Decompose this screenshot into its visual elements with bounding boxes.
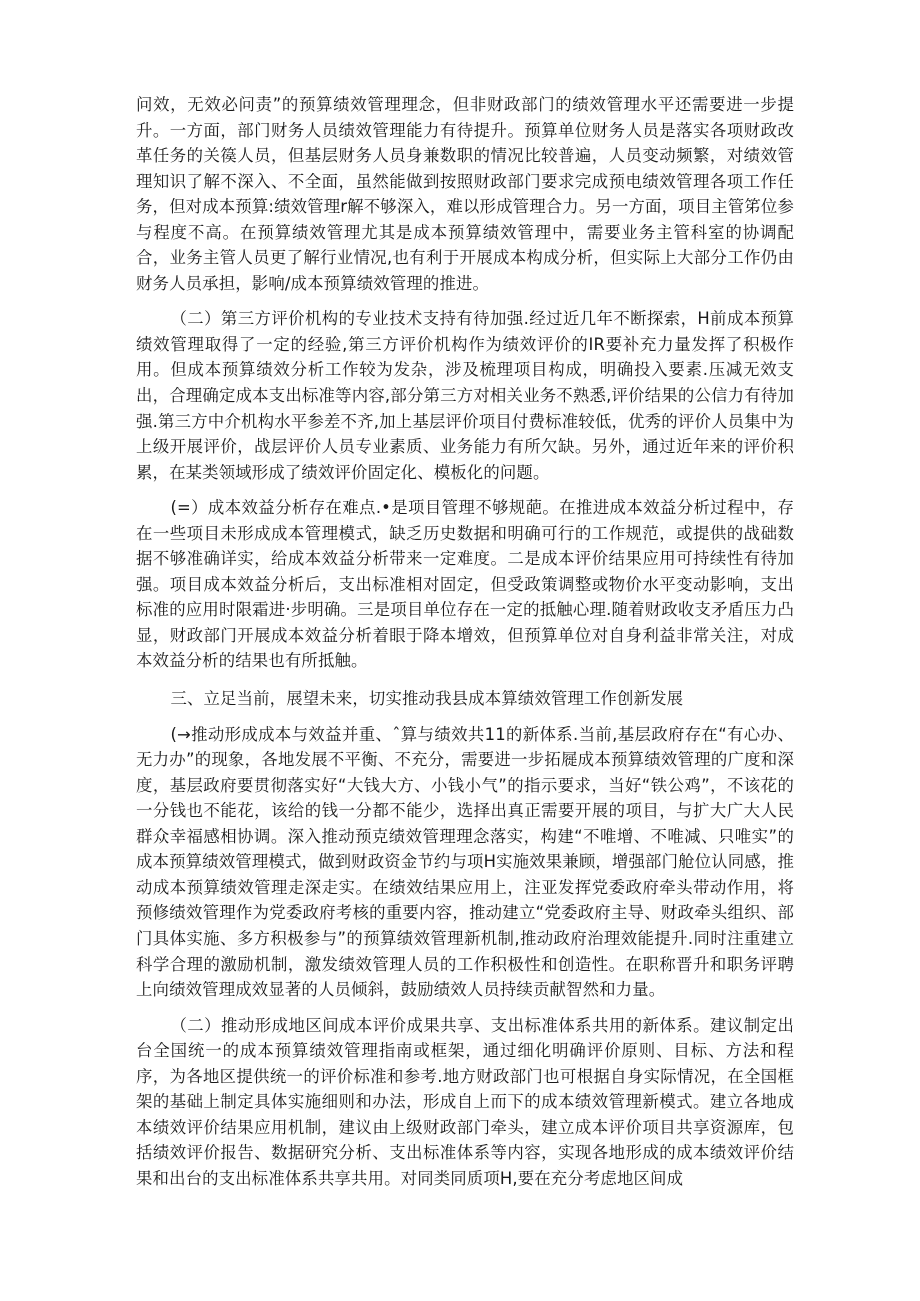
paragraph-cost-benefit: (=）成本效益分析存在难点.•是项目管理不够规葩。在推进成本效益分析过程中，存在一些项目未形成成本管理模式，缺乏历史数据和明确可行的工作规范，或提供的战础数据不够准确详实，给成本效益分析带来一定难度。二是成本评价结果应用可持续性有待加强。项目成本效益分析后，支出标准相对固定，但受政策调整或物价水平变动影响，支出标准的应用时限霜进·步明确。三是项目单位存在一定的抵触心理.随着财政收支矛盾压力凸显，财政部门开展成本效益分析着眼于降本增效，但预算单位对自身利益非常关注，对成本效益分析的结果也有所抵触。: [136, 498, 794, 671]
paragraph-continuation: 问效，无效必问责”的预算绩效管理理念，但非财政部门的绩效管理水平还需要进一步提升。一方面，部门财务人员绩效管理能力有待提升。预算单位财务人员是落实各项财政改革任务的关篌人员，但基层财务人员身兼数职的情况比较普遍，人员变动频繁，对绩效管理知识了解不深入、不全面，虽然能做到按照财政部门要求完成预电绩效管理各项工作任务，但对成本预算:绩效管理r解不够深入，难以形成管理合力。另一方面，项目主管笫位参与程度不高。在预算绩效管理尤其是成本预算绩效管理中，需要业务主管科室的协调配合，业务主管人员更了解行业情况,也有利于开展成本构成分析，但实际上大部分工作仍由财务人员承担，影响/成本预算绩效管理的推进。: [136, 95, 794, 293]
paragraph-regional-sharing: （二）推动形成地区间成本评价成果共享、支出标准体系共用的新体系。建议制定出台全国统一的成本预算绩效管理指南或框架，通过细化明确评价原则、目标、方法和程序，为各地区提供统一的评价标准和参考.地方财政部门也可根据自身实际情况，在全国框架的基础上制定具体实施细则和办法，形成自上而下的成本绩效管理新模式。建立各地成本绩效评价结果应用机制，建议由上级财政部门牵头，建立成本评价项目共享资源库，包括绩效评价报告、数据研究分析、支出标准体系等内容，实现各地形成的成本绩效评价结果和出台的支出标准体系共享共用。对同类同质项H,要在充分考虑地区间成: [136, 1015, 794, 1188]
paragraph-new-system: (→推动形成成本与效益并重、ˆ算与绩效共11的新体系.当前,基层政府存在“有心办、无力办”的现象，各地发展不平衡、不充分，需要进一步拓屣成本预算绩效管理的广度和深度，基层政府要贯彻落实好“大钱大方、小钱小气”的指示要求，当好“铁公鸡”，不该花的一分钱也不能花，该给的钱一分都不能少，选择出真正需要开展的项目，与扩大广大人民群众幸福感相协调。深入推动预克绩效管理理念落实，构建“不唯增、不唯减、只唯实”的成本预算绩效管理模式，做到财政资金节约与项H实施效果兼顾，增强部门舱位认同感，推动成本预算绩效管理走深走实。在绩效结果应用上，注亚发挥党委政府牵头带动作用，将预修绩效管理作为党委政府考核的重要内容，推动建立“党委政府主导、财政牵头组织、部门具体实施、多方积极参与”的预算绩效管理新机制,推动政府治理效能提升.同时注重建立科学合理的激励机制，激发绩效管理人员的工作积极性和创造性。在职称晋升和职务评聘上向绩效管理成效显著的人员倾斜，鼓励绩效人员持续贡献智然和力量。: [136, 724, 794, 1000]
document-page: [136, 92, 794, 1292]
paragraph-third-party: （二）第三方评价机构的专业技术支持有待加强.经过近几年不断探索，H前成本预算绩效管理取得了一定的经验,第三方评价机构作为绩效评价的IR要补充力量发挥了积极作用。但成本预算绩效分析工作较为发杂，涉及梳理项目构成，明确投入要素.压减无效支出，合理确定成本支出标准等内容,部分第三方对相关业务不熟悉,评价结果的公信力有待加强.第三方中介机构水平参差不齐,加上基层评价项目付费标准较低，优秀的评价人员集中为上级开展评价，战层评价人员专业素质、业务能力有所欠缺。另外，通过近年来的评价积累，在某类领域形成了绩效评价固定化、模板化的问题。: [136, 309, 794, 482]
section-heading: 三、立足当前，展望未来，切实推动我县成本算绩效管理工作创新发展: [170, 689, 684, 709]
